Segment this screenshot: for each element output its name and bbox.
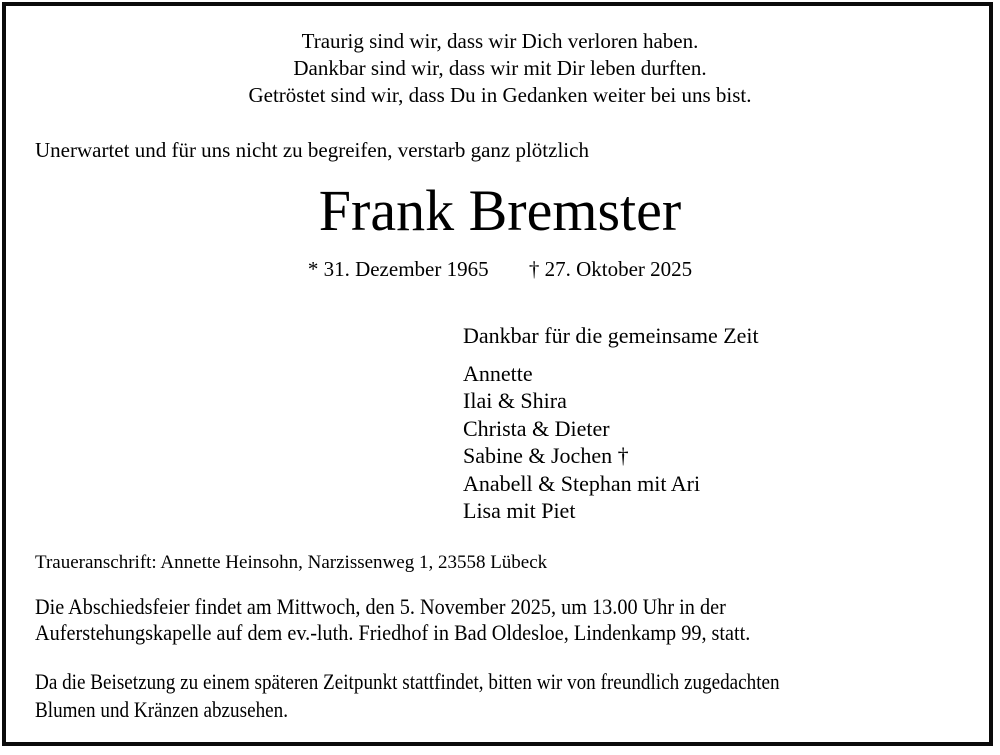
gratitude-line: Dankbar für die gemeinsame Zeit [463,323,759,348]
mourner-name: Christa & Dieter [463,415,610,441]
death-date: † 27. Oktober 2025 [528,257,693,281]
epigraph [0,28,1000,109]
life-dates [0,256,1000,283]
intro-text: Unerwartet und für uns nicht zu begreifen, verstarb ganz plötzlich [35,138,589,162]
mourner-name: Annette [463,360,533,386]
mourner-name: Sabine & Jochen † [463,443,629,468]
flower-request-line-1: Da die Beisetzung zu einem späteren Zeitpunkt stattfindet, bitten wir von freundlich zugedachten [35,669,780,694]
epigraph-line-1: Traurig sind wir, dass wir Dich verloren haben. [301,29,699,53]
service-line-2: Auferstehungskapelle auf dem ev.-luth. Friedhof in Bad Oldesloe, Lindenkamp 99, statt. [35,620,751,645]
flower-request [35,668,780,724]
mourner-name: Lisa mit Piet [463,498,576,523]
family-block [463,322,759,525]
birth-date: * 31. Dezember 1965 [307,257,489,281]
epigraph-line-3: Getröstet sind wir, dass Du in Gedanken weiter bei uns bist. [248,83,752,107]
mourner-name: Ilai & Shira [463,388,567,413]
deceased-name: Frank Bremster [318,178,682,243]
mourning-address: Traueranschrift: Annette Heinsohn, Narzissenweg 1, 23558 Lübeck [35,552,548,573]
mourner-name: Anabell & Stephan mit Ari [463,470,701,496]
service-details [35,594,750,646]
mourners-list [463,360,759,525]
flower-request-line-2: Blumen und Kränzen abzusehen. [35,697,288,722]
epigraph-line-2: Dankbar sind wir, dass wir mit Dir leben durften. [293,56,707,80]
service-line-1: Die Abschiedsfeier findet am Mittwoch, den 5. November 2025, um 13.00 Uhr in der [35,594,726,619]
